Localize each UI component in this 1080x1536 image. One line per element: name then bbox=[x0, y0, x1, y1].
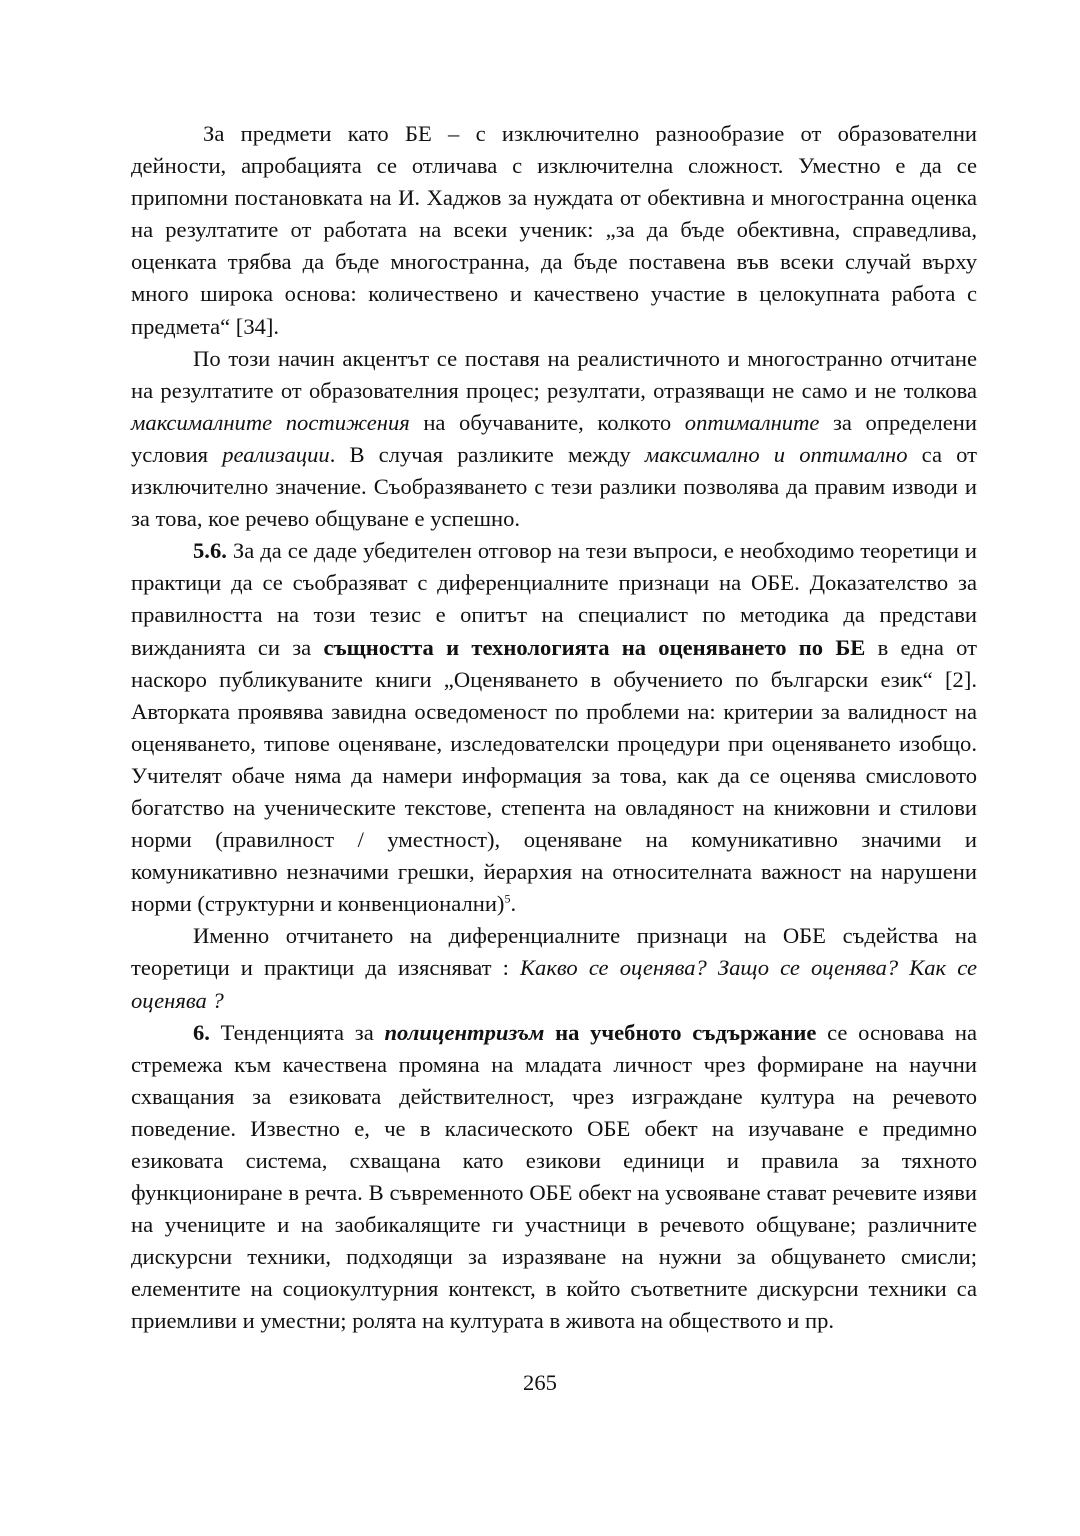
bold-term-curriculum-content: на учебното съдържание bbox=[544, 1019, 817, 1045]
text-run: Именно отчитането на диференциалните признаци на ОБЕ съдейства на теоретици и практици да изясняват : bbox=[131, 923, 977, 981]
text-run: за определени условия bbox=[131, 409, 977, 467]
text-run: За да се даде убедителен отговор на тези въпроси, е необходимо теоретици и практици да се съобразяват с диференциалните признаци на ОБЕ. Доказателство за правилността на този тезис е опитът на специалист по методика да представи вижданията си за bbox=[131, 538, 977, 660]
text-run: са от изключително значение. Съобразяването с тези разлики позволява да правим изводи и за това, кое речево общуване е успешно. bbox=[131, 441, 977, 532]
text-run: По този начин акцентът се поставя на реалистичното и многостранно отчитане на резултатите от образователния процес; резултати, отразяващи не само и не толкова bbox=[131, 345, 977, 403]
bold-italic-term-polycentrism: полицентризъм bbox=[384, 1019, 545, 1045]
paragraph-differential-features bbox=[131, 920, 977, 1016]
text-run: . В случая разликите между bbox=[329, 441, 645, 467]
italic-term-maximal-achievements: максималните постижения bbox=[131, 409, 410, 435]
paragraph-section-5-6 bbox=[131, 535, 977, 920]
text-run: се основава на стремежа към качествена промяна на младата личност чрез формиране на научни схващания за езиковата действителност, чрез изграждане култура на речевото поведение. Известно е, че в класическото ОБЕ обект на изучаване е предимно езиковата система, схващана като езикови единици и правила за тяхното функциониране в речта. В съвременното ОБЕ обект на усвояване стават речевите изяви на учениците и на заобикалящите ги участници в речевото общуване; различните дискурсни техники, подходящи за изразяване на нужни за общуването смисли; елементите на социокултурния контекст, в който съответните дискурсни техники са приемливи и уместни; ролята на културата в живота на обществото и пр. bbox=[131, 1019, 977, 1334]
text-run: За предмети като БЕ – с изключително разнообразие от образователни дейности, апробацията се отличава с изключителна сложност. Уместно е да се припомни постановката на И. Хаджов за нуждата от обективна и многостранна оценка на резултатите от работата на всеки ученик: „за да бъде обективна, справедлива, оценката трябва да бъде многостранна, да бъде поставена във всеки случай върху много широка основа: количествено и качествено участие в целокупната работа с предмета“ [34]. bbox=[131, 121, 977, 339]
italic-term-maximal-optimal: максимално и оптимално bbox=[644, 441, 908, 467]
text-run: . bbox=[510, 891, 517, 917]
paragraph-realistic-assessment bbox=[131, 343, 977, 536]
paragraph-section-6 bbox=[131, 1017, 977, 1338]
text-run: Тенденцията за bbox=[209, 1019, 385, 1045]
page-body bbox=[131, 118, 977, 1338]
italic-term-realizations: реализации bbox=[222, 441, 330, 467]
section-number-6: 6. bbox=[193, 1019, 210, 1045]
footnote-marker: 5 bbox=[504, 891, 511, 906]
section-number-5-6: 5.6. bbox=[193, 538, 227, 564]
text-run: в една от наскоро публикуваните книги „Оценяването в обучението по български език“ [2]. Авторката проявява завидна осведоменост по проблеми на: критерии за валидност на оценяването, типове оценяване, изследователски процедури при оценяването изобщо. Учителят обаче няма да намери информация за това, как да се оценява смисловото богатство на ученическите текстове, степента на овладяност на книжовни и стилови норми (правилност / уместност), оценяване на комуникативно значими и комуникативно незначими грешки, йерархия на относителната важност на нарушени норми (структурни и конвенционални) bbox=[131, 634, 977, 917]
text-run: на обучаваните, колкото bbox=[409, 409, 685, 435]
bold-term-assessment-technology: същността и технологията на оценяването по БЕ bbox=[323, 634, 866, 660]
page-number: 265 bbox=[523, 1370, 557, 1395]
italic-questions: Какво се оценява? Защо се оценява? Как се оценява ? bbox=[131, 955, 977, 1013]
paragraph-be-approbation bbox=[131, 118, 977, 343]
italic-term-optimal: оптималните bbox=[684, 409, 820, 435]
